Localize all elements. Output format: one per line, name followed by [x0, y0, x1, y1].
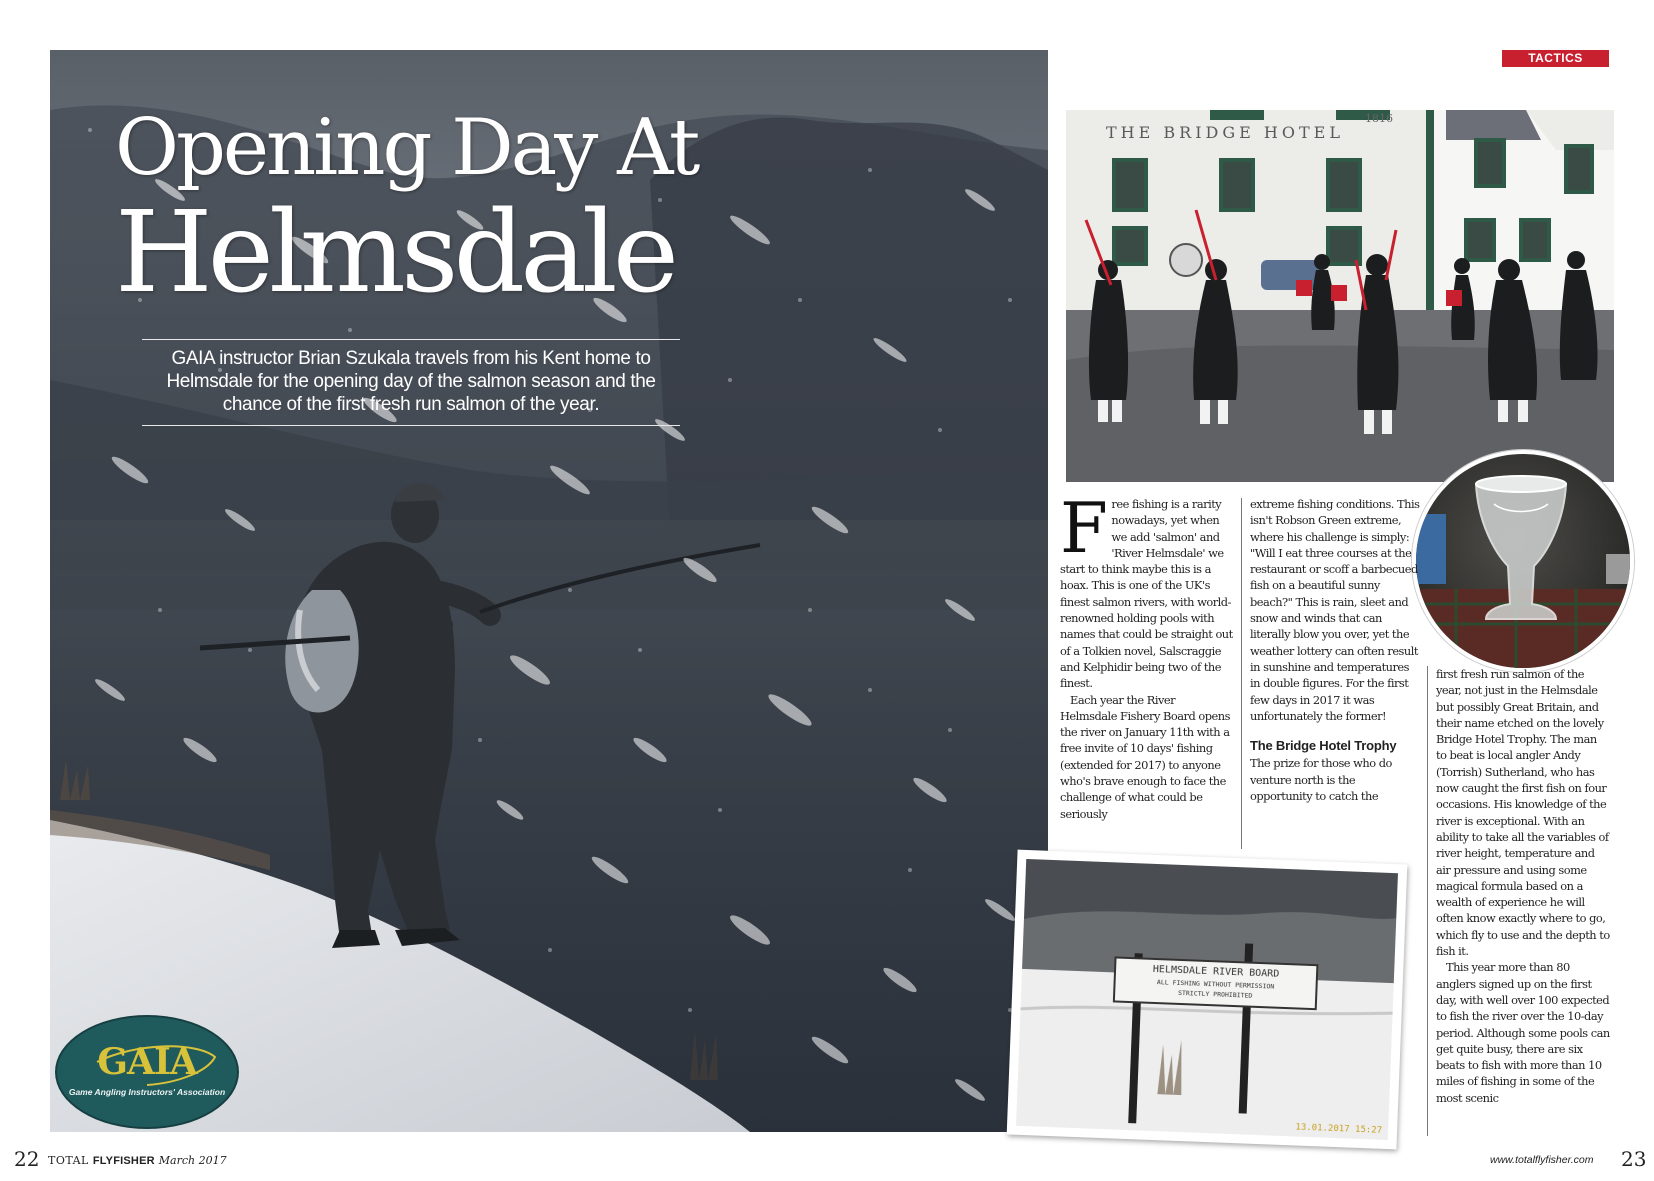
- column-divider-1: [1241, 498, 1242, 849]
- magazine-name: FLYFISHER: [92, 1155, 155, 1167]
- sign-line-3: STRICTLY PROHIBITED: [1177, 988, 1253, 1000]
- article-column-3: [1436, 666, 1610, 1106]
- photo-bridge-hotel-trophy: [1412, 450, 1634, 672]
- photo-bridge-hotel-pipers: [1066, 110, 1614, 482]
- drop-cap: F: [1060, 489, 1108, 569]
- section-tag-right: TACTICS: [1502, 50, 1609, 67]
- col3-paragraph-2: This year more than 80 anglers signed up on the first day, with well over 100 expected to fish the river over the 10-day period. Although some pools can get quite busy, there are six beats to fish with more than 10 miles of fishing in some of the most scenic: [1436, 960, 1610, 1105]
- issue-date: March 2017: [158, 1154, 227, 1167]
- page-number-left: 22: [14, 1147, 40, 1171]
- photo-river-board-sign: [1007, 850, 1408, 1150]
- hotel-year: 1816: [1365, 112, 1393, 125]
- subhead-bridge-hotel-trophy: The Bridge Hotel Trophy: [1250, 738, 1397, 754]
- gaia-logo: [55, 1015, 239, 1129]
- hotel-photo-illustration: [1066, 110, 1614, 482]
- trophy-illustration: [1416, 454, 1630, 668]
- headline-line-2: Helmsdale: [115, 188, 675, 318]
- col1-paragraph-1: ree fishing is a rarity nowadays, yet when we add 'salmon' and 'River Helmsdale' we start to think maybe this is a hoax. This is one of the UK's finest salmon rivers, with world-renowned holding pools with names that could be straight out of a Tolkien novel, Salscraggie and Kelphidir being two of the finest.: [1060, 497, 1233, 691]
- col2-paragraph-2: The prize for those who do venture north is the opportunity to catch the: [1250, 756, 1392, 804]
- column-divider-2: [1427, 666, 1428, 1136]
- headline-line-1: Opening Day At: [115, 103, 698, 193]
- river-board-sign: [1113, 956, 1319, 1010]
- magazine-prefix: TOTAL: [48, 1154, 89, 1167]
- sign-line-2: ALL FISHING WITHOUT PERMISSION: [1156, 978, 1275, 991]
- hotel-sign: THE BRIDGE HOTEL: [1106, 123, 1344, 142]
- magazine-footer: [48, 1154, 227, 1167]
- col2-paragraph-1: extreme fishing conditions. This isn't Robson Green extreme, where his challenge is simply: "Will I eat three courses at the restaurant or scoff a barbecued fish on a beautiful sunny beach?" This is rain, sleet and snow and winds that can literally blow you over, yet the weather lottery can often result in sunshine and temperatures in double figures. For the first few days in 2017 it was unfortunately the former!: [1250, 497, 1420, 723]
- page-number-right: 23: [1621, 1147, 1647, 1171]
- gaia-logo-subtitle: Game Angling Instructors' Association: [68, 1087, 226, 1097]
- col3-paragraph-1: first fresh run salmon of the year, not just in the Helmsdale but possibly Great Britain, and their name etched on the lovely Bridge Hotel Trophy. The man to beat is local angler Andy (Torrish) Sutherland, who has now caught the first fish on four occasions. His knowledge of the river is exceptional. With an ability to take all the variables of river height, temperature and air pressure and using some magical formula based on a wealth of experience he will often know exactly where to go, which fly to use and the depth to fish it.: [1436, 667, 1610, 959]
- website-url: www.totalflyfisher.com: [1490, 1154, 1594, 1166]
- gaia-logo-word: GAIA: [97, 1041, 197, 1083]
- photo-timestamp: 13.01.2017 15:27: [1295, 1122, 1383, 1136]
- hero-photo-angler: [50, 50, 1048, 1132]
- article-headline: [115, 102, 815, 318]
- col1-paragraph-2: Each year the River Helmsdale Fishery Board opens the river on January 11th with a free invite of 10 days' fishing (extended for 2017) to anyone who's brave enough to face the challenge of what could be seriously: [1060, 692, 1230, 821]
- sign-line-1: HELMSDALE RIVER BOARD: [1152, 963, 1280, 980]
- article-column-1: [1060, 489, 1233, 822]
- article-column-2: [1250, 496, 1420, 804]
- standfirst: GAIA instructor Brian Szukala travels from his Kent home to Helmsdale for the opening day of the salmon season and the chance of the first fresh run salmon of the year.: [142, 339, 680, 426]
